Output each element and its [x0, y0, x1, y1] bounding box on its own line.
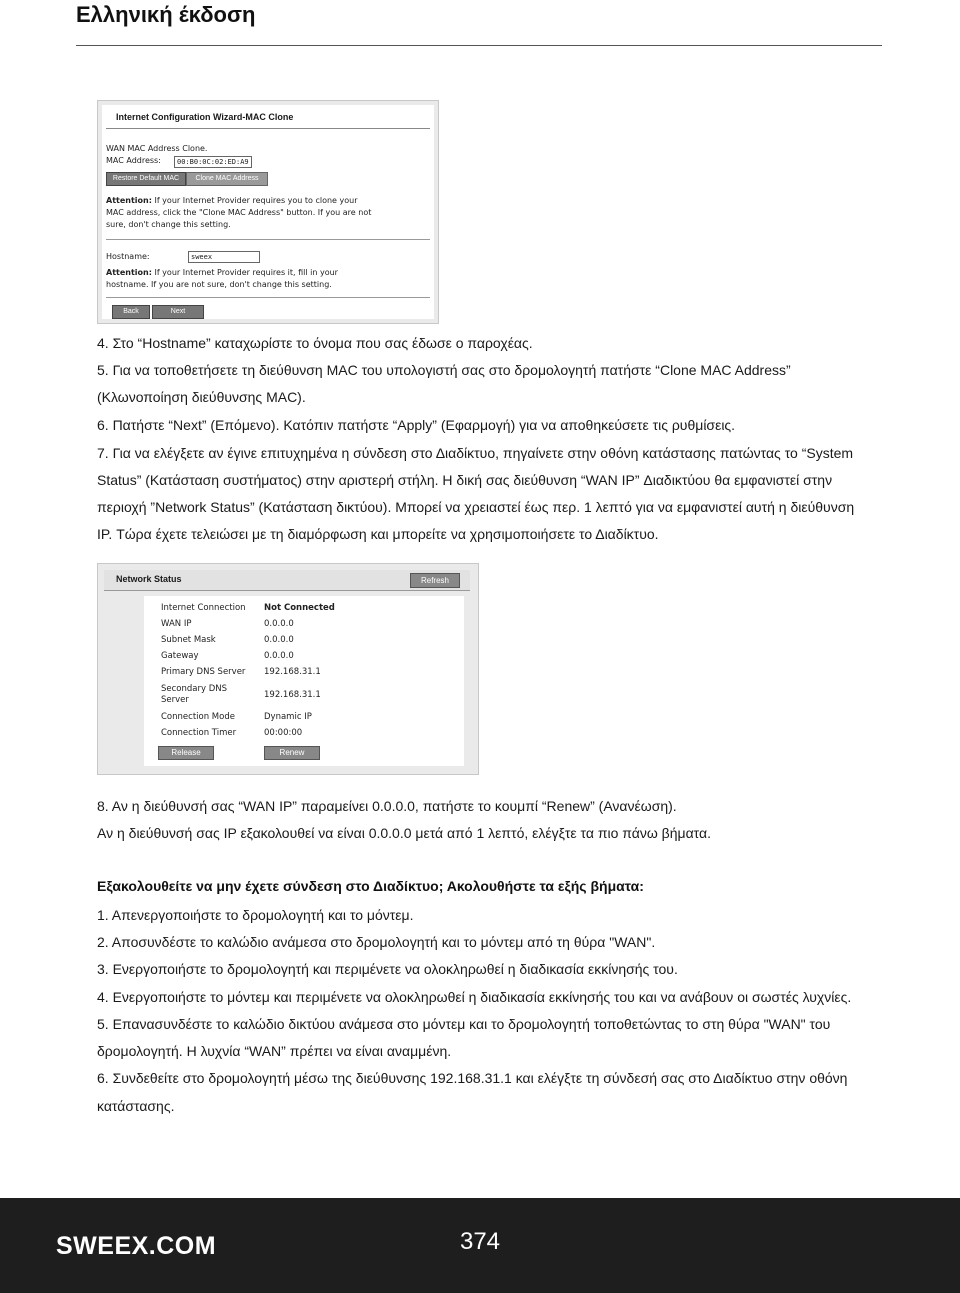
- status-label: Gateway: [161, 651, 199, 661]
- refresh-button[interactable]: Refresh: [410, 573, 460, 588]
- network-status-title: Network Status: [116, 574, 182, 584]
- troubleshoot-step-3: 3. Ενεργοποιήστε το δρομολογητή και περιμένετε να ολοκληρωθεί η διαδικασία εκκίνησής του.: [97, 961, 678, 977]
- attention-label-2: Attention:: [106, 268, 152, 277]
- step-6: 6. Πατήστε “Next” (Επόμενο). Κατόπιν πατήστε “Apply” (Εφαρμογή) για να αποθηκεύσετε τις ρυθμίσεις.: [97, 417, 736, 433]
- wizard-title-divider: [106, 128, 430, 129]
- status-label: Connection Timer: [161, 728, 237, 738]
- status-value: 0.0.0.0: [264, 619, 294, 629]
- clone-mac-address-button[interactable]: Clone MAC Address: [186, 172, 268, 186]
- troubleshoot-step-6-cont: κατάστασης.: [97, 1098, 175, 1114]
- brand-logo: SWEEX.COM: [56, 1232, 217, 1260]
- attention-label: Attention:: [106, 196, 152, 205]
- back-button[interactable]: Back: [112, 305, 150, 319]
- status-value: 0.0.0.0: [264, 651, 294, 661]
- attention1-line-3: sure, don't change this setting.: [106, 220, 231, 229]
- next-button[interactable]: Next: [152, 305, 204, 319]
- wizard-title: Internet Configuration Wizard-MAC Clone: [116, 112, 294, 122]
- mac-address-label: MAC Address:: [106, 156, 161, 165]
- header-divider: [76, 45, 882, 46]
- step-7: 7. Για να ελέγξετε αν έγινε επιτυχημένα η σύνδεση στο Διαδίκτυο, πηγαίνετε στην οθόνη κατάστασης πατώντας το “System: [97, 445, 854, 461]
- status-value: 192.168.31.1: [264, 690, 321, 700]
- attention1-line-2: MAC address, click the "Clone MAC Address" button. If you are not: [106, 208, 372, 217]
- status-label: Server: [161, 695, 189, 705]
- page-number: 374: [459, 1228, 501, 1255]
- step-8: 8. Αν η διεύθυνσή σας “WAN IP” παραμείνει 0.0.0.0, πατήστε το κουμπί “Renew” (Ανανέωση).: [97, 798, 677, 814]
- status-label: Internet Connection: [161, 603, 246, 613]
- step-8-cont: Αν η διεύθυνσή σας IP εξακολουθεί να είναι 0.0.0.0 μετά από 1 λεπτό, ελέγξτε τα πιο πάνω βήματα.: [97, 825, 711, 841]
- status-value: Not Connected: [264, 603, 335, 613]
- troubleshoot-step-6: 6. Συνδεθείτε στο δρομολογητή μέσω της διεύθυνσης 192.168.31.1 και ελέγξτε τη σύνδεσή σας στο Διαδίκτυο στην οθόνη: [97, 1070, 848, 1086]
- step-5: 5. Για να τοποθετήσετε τη διεύθυνση MAC του υπολογιστή σας στο δρομολογητή πατήστε “Clone MAC Address”: [97, 362, 791, 378]
- status-label: Secondary DNS: [161, 684, 228, 694]
- step-4: 4. Στο “Hostname” καταχωρίστε το όνομα που σας έδωσε ο παροχέας.: [97, 335, 533, 351]
- page-footer: [0, 1198, 960, 1293]
- troubleshoot-step-1: 1. Απενεργοποιήστε το δρομολογητή και το μόντεμ.: [97, 907, 414, 923]
- status-label: WAN IP: [161, 619, 192, 629]
- attention2-line-2: hostname. If you are not sure, don't change this setting.: [106, 280, 332, 289]
- network-status-bar: [104, 570, 470, 591]
- wizard-divider-2: [106, 297, 430, 298]
- step-7-cont-1: Status” (Κατάσταση συστήματος) στην αριστερή στήλη. Η δική σας διεύθυνση “WAN IP” Διαδικτύου θα εμφανιστεί στην: [97, 472, 833, 488]
- wan-mac-clone-label: WAN MAC Address Clone.: [106, 144, 208, 153]
- mac-address-field[interactable]: 00:B0:0C:02:ED:A9: [174, 156, 252, 168]
- status-label: Connection Mode: [161, 712, 235, 722]
- attention2-line-1: If your Internet Provider requires it, fill in your: [151, 268, 338, 277]
- hostname-field[interactable]: sweex: [188, 251, 260, 263]
- attention-note-1: [106, 195, 371, 231]
- step-7-cont-2: περιοχή ”Network Status” (Κατάσταση δικτύου). Μπορεί να χρειαστεί έως περ. 1 λεπτό για να εμφανιστεί αυτή η διεύθυνση: [97, 499, 855, 515]
- status-value: 192.168.31.1: [264, 667, 321, 677]
- renew-button[interactable]: Renew: [264, 746, 320, 760]
- troubleshoot-step-2: 2. Αποσυνδέστε το καλώδιο ανάμεσα στο δρομολογητή και το μόντεμ από τη θύρα "WAN".: [97, 934, 656, 950]
- troubleshoot-step-4: 4. Ενεργοποιήστε το μόντεμ και περιμένετε να ολοκληρωθεί η διαδικασία εκκίνησής του και να ανάβουν οι σωστές λυχνίες.: [97, 989, 852, 1005]
- mac-clone-screenshot: [97, 100, 439, 324]
- attention1-line-1: If your Internet Provider requires you to clone your: [151, 196, 358, 205]
- status-label: Primary DNS Server: [161, 667, 246, 677]
- restore-default-mac-button[interactable]: Restore Default MAC: [106, 172, 186, 186]
- troubleshoot-step-5: 5. Επανασυνδέστε το καλώδιο δικτύου ανάμεσα στο μόντεμ και το δρομολογητή τοποθετώντας το στη θύρα "WAN" του: [97, 1016, 831, 1032]
- step-5-cont: (Κλωνοποίηση διεύθυνσης MAC).: [97, 389, 306, 405]
- step-7-cont-3: IP. Τώρα έχετε τελειώσει με τη διαμόρφωση και μπορείτε να χρησιμοποιήσετε το Διαδίκτυο.: [97, 526, 659, 542]
- wizard-divider: [106, 239, 430, 240]
- release-button[interactable]: Release: [158, 746, 214, 760]
- status-label: Subnet Mask: [161, 635, 216, 645]
- attention-note-2: [106, 267, 338, 291]
- troubleshooting-heading: Εξακολουθείτε να μην έχετε σύνδεση στο Διαδίκτυο; Ακολουθήστε τα εξής βήματα:: [97, 878, 644, 894]
- network-status-screenshot: [97, 563, 479, 775]
- troubleshoot-step-5-cont: δρομολογητή. Η λυχνία “WAN” πρέπει να είναι αναμμένη.: [97, 1043, 452, 1059]
- page-title: Ελληνική έκδοση: [76, 2, 256, 27]
- network-status-panel: [144, 596, 464, 766]
- status-value: 00:00:00: [264, 728, 303, 738]
- status-value: Dynamic IP: [264, 712, 312, 722]
- status-value: 0.0.0.0: [264, 635, 294, 645]
- hostname-label: Hostname:: [106, 252, 150, 261]
